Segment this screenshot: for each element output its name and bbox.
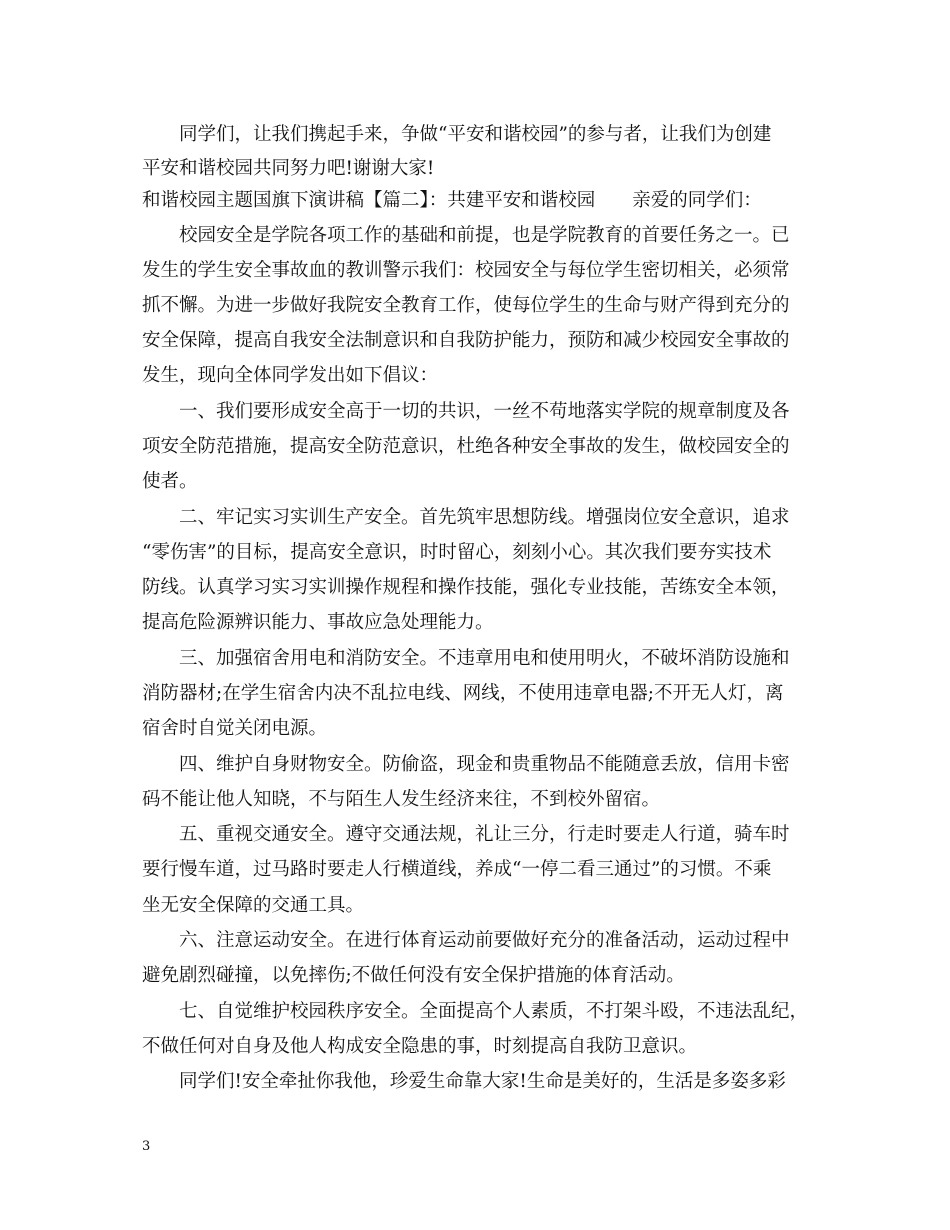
text-line: 避免剧烈碰撞，以免摔伤;不做任何没有安全保护措施的体育活动。 [142,965,685,986]
text-line: 消防器材;在学生宿舍内决不乱拉电线、网线，不使用违章电器;不开无人灯，离 [142,683,784,704]
text-line: 平安和谐校园共同努力吧!谢谢大家! [142,158,435,179]
text-line: 六、注意运动安全。在进行体育运动前要做好充分的准备活动，运动过程中 [142,930,790,951]
text-line: 防线。认真学习实习实训操作规程和操作技能，强化专业技能，苦练安全本领， [142,577,790,598]
text-line: 四、维护自身财物安全。防偷盗，现金和贵重物品不能随意丢放，信用卡密 [142,754,790,775]
text-line: 一、我们要形成安全高于一切的共识，一丝不苟地落实学院的规章制度及各 [142,401,790,422]
text-line: 发生的学生安全事故血的教训警示我们：校园安全与每位学生密切相关，必须常 [142,260,790,281]
text-line: 同学们!安全牵扯你我他，珍爱生命靠大家!生命是美好的，生活是多姿多彩 [142,1071,786,1092]
text-line: 二、牢记实习实训生产安全。首先筑牢思想防线。增强岗位安全意识，追求 [142,507,790,528]
text-line: 同学们，让我们携起手来，争做“平安和谐校园”的参与者，让我们为创建 [142,124,772,145]
text-line: 坐无安全保障的交通工具。 [142,895,365,916]
text-line: 抓不懈。为进一步做好我院安全教育工作，使每位学生的生命与财产得到充分的 [142,295,790,316]
text-line: 安全保障，提高自我安全法制意识和自我防护能力，预防和减少校园安全事故的 [142,330,790,351]
text-line: 和谐校园主题国旗下演讲稿【篇二】：共建平安和谐校园 亲爱的同学们： [142,190,762,211]
text-line: 发生，现向全体同学发出如下倡议： [142,365,439,386]
text-line: 五、重视交通安全。遵守交通法规，礼让三分，行走时要走人行道，骑车时 [142,824,790,845]
text-line: 校园安全是学院各项工作的基础和前提，也是学院教育的首要任务之一。已 [142,225,790,246]
text-line: 不做任何对自身及他人构成安全隐患的事，时刻提高自我防卫意识。 [142,1036,698,1057]
text-line: 宿舍时自觉关闭电源。 [142,718,328,739]
text-line: 三、加强宿舍用电和消防安全。不违章用电和使用明火，不破坏消防设施和 [142,648,790,669]
text-line: 码不能让他人知晓，不与陌生人发生经济来往，不到校外留宿。 [142,789,661,810]
page-number: 3 [142,1139,151,1154]
text-line: 项安全防范措施，提高安全防范意识，杜绝各种安全事故的发生，做校园安全的 [142,436,790,457]
text-line: 使者。 [142,471,198,492]
text-line: “零伤害”的目标，提高安全意识，时时留心，刻刻小心。其次我们要夯实技术 [142,542,772,563]
text-line: 七、自觉维护校园秩序安全。全面提高个人素质，不打架斗殴，不违法乱纪， [142,1001,809,1022]
text-line: 提高危险源辨识能力、事故应急处理能力。 [142,612,494,633]
text-line: 要行慢车道，过马路时要走人行横道线，养成“一停二看三通过”的习惯。不乘 [142,859,772,880]
